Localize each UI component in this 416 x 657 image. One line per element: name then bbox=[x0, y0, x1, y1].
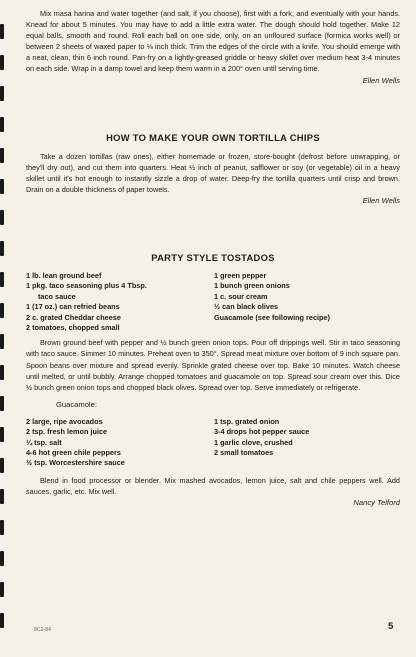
ingredient-item: Guacamole (see following recipe) bbox=[214, 312, 330, 322]
party-style-tostados-recipe bbox=[26, 252, 400, 393]
binding-mark bbox=[0, 613, 4, 628]
ingredient-column-right bbox=[214, 417, 400, 469]
ingredient-item: 1 c. sour cream bbox=[214, 291, 268, 301]
page-content bbox=[26, 8, 400, 508]
binding-mark bbox=[0, 117, 4, 132]
binding-mark bbox=[0, 272, 4, 287]
binding-mark bbox=[0, 241, 4, 256]
ingredient-item: 2 small tomatoes bbox=[214, 448, 274, 458]
ingredient-item: 4-6 hot green chile peppers bbox=[26, 448, 121, 458]
binding-mark bbox=[0, 210, 4, 225]
ingredient-item: ¼ tsp. salt bbox=[26, 437, 62, 447]
binding-mark bbox=[0, 365, 4, 380]
tortilla-chips-text: Take a dozen tortillas (raw ones), either homemade or frozen, store-bought (defrost before unwrapping, or they'll dry out), and cut them into quarters. Heat ½ inch of peanut, safflower or soy (or vegetable) oil in a heavy skillet until it's hot enough to instantly sizzle a drop of water. Deep-fry the tortilla quarters until crisp and brown. Drain on a double thickness of paper towels. bbox=[26, 151, 400, 194]
binding-mark bbox=[0, 55, 4, 70]
recipe-author: Ellen Wells bbox=[362, 195, 400, 205]
binding-marks bbox=[0, 0, 10, 657]
recipe-author: Nancy Telford bbox=[353, 498, 400, 508]
ingredient-item: 1 (17 oz.) can refried beans bbox=[26, 302, 120, 312]
ingredient-item: 1 bunch green onions bbox=[214, 281, 290, 291]
tortilla-chips-recipe bbox=[26, 132, 400, 206]
recipe-author: Ellen Wells bbox=[362, 75, 400, 85]
ingredient-column-left bbox=[26, 417, 214, 469]
ingredient-item: 1 lb. lean ground beef bbox=[26, 270, 102, 280]
guacamole-recipe bbox=[26, 399, 400, 508]
ingredient-item: ½ can black olives bbox=[214, 302, 279, 312]
binding-mark bbox=[0, 396, 4, 411]
ingredient-item: 2 tomatoes, chopped small bbox=[26, 322, 120, 332]
binding-mark bbox=[0, 179, 4, 194]
ingredient-item: 1 tsp. grated onion bbox=[214, 416, 280, 426]
ingredient-item: 2 c. grated Cheddar cheese bbox=[26, 312, 121, 322]
recipe-title: PARTY STYLE TOSTADOS bbox=[151, 251, 275, 263]
binding-mark bbox=[0, 303, 4, 318]
ingredient-item: 1 garlic clove, crushed bbox=[214, 437, 293, 447]
ingredient-list bbox=[26, 417, 400, 469]
tortilla-instructions-text: Mix masa harina and water together (and salt, if you choose), first with a fork, and eventually with your hands. Knead for about 5 minutes. You may have to add a little extra water. The dough should hold together. Make 12 equal balls, smooth and round. Roll each ball on one side, only, on an unfloured surface (formica works well) or between 2 sheets of waxed paper to ⅛ inch thick. Trim the edges of the circle with a knife. You should emerge with a neat, clean, thin 6 inch round. Pan-fry on a lightly-greased griddle or heavy skillet over medium heat 3-4 minutes on each side. Wrap in a damp towel and keep them warm in a 200° oven until serving time. bbox=[26, 9, 400, 74]
ingredient-column-right bbox=[214, 271, 400, 333]
page-number: 5 bbox=[388, 621, 394, 632]
binding-mark bbox=[0, 334, 4, 349]
binding-mark bbox=[0, 24, 4, 39]
binding-mark bbox=[0, 427, 4, 442]
binding-mark bbox=[0, 551, 4, 566]
ingredient-item: taco sauce bbox=[38, 291, 76, 301]
ingredient-column-left bbox=[26, 271, 214, 333]
binding-mark bbox=[0, 86, 4, 101]
ingredient-item: ½ tsp. Worcestershire sauce bbox=[26, 458, 125, 468]
ingredient-item: 1 green pepper bbox=[214, 270, 267, 280]
tortilla-instructions bbox=[26, 8, 400, 86]
tostados-directions: Brown ground beef with pepper and ½ bunch green onion tops. Pour off drippings well. Stir in taco seasoning with taco sauce. Simmer 10 minutes. Preheat oven to 350°. Spread meat mixture over bottom of 9 inch square pan. Spoon beans over mixture and spread evenly. Sprinkle grated cheese over top. Bake 10 minutes. Watch cheese until melted, or until bubbly. Arrange chopped tomatoes and guacamole on top. Spread sour cream over this. Dice ½ bunch green onion tops and chopped black olives. Spread over top. Serve immediately or refrigerate. bbox=[26, 338, 400, 392]
binding-mark bbox=[0, 582, 4, 597]
ingredient-list bbox=[26, 271, 400, 333]
sub-recipe-label: Guacamole: bbox=[56, 399, 97, 409]
ingredient-item: 2 tsp. fresh lemon juice bbox=[26, 427, 108, 437]
ingredient-item: 2 large, ripe avocados bbox=[26, 416, 103, 426]
binding-mark bbox=[0, 520, 4, 535]
recipe-title: HOW TO MAKE YOUR OWN TORTILLA CHIPS bbox=[106, 131, 320, 143]
binding-mark bbox=[0, 458, 4, 473]
ingredient-item: 1 pkg. taco seasoning plus 4 Tbsp. bbox=[26, 281, 147, 291]
ingredient-item: 3-4 drops hot pepper sauce bbox=[214, 427, 310, 437]
print-code: 8C2-84 bbox=[34, 627, 52, 633]
binding-mark bbox=[0, 148, 4, 163]
binding-mark bbox=[0, 489, 4, 504]
guacamole-directions: Blend in food processor or blender. Mix mashed avocados, lemon juice, salt and chile peppers well. Add sauces, garlic, etc. Mix well. bbox=[26, 475, 400, 496]
